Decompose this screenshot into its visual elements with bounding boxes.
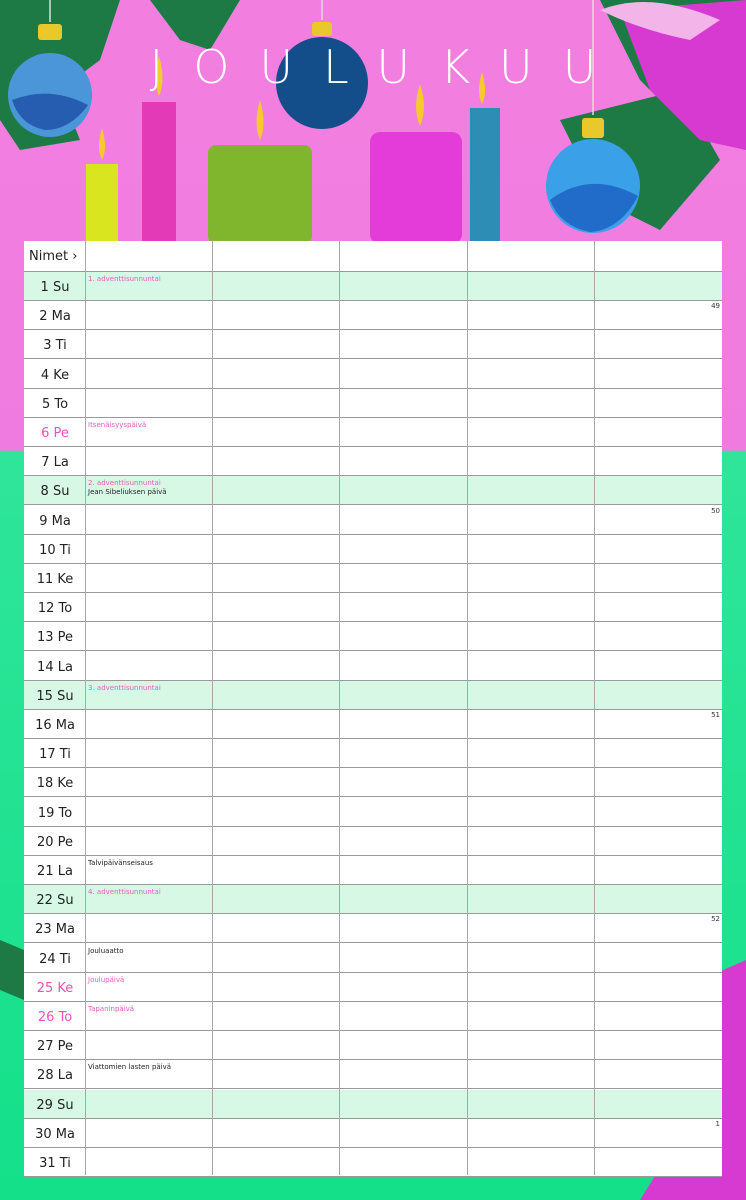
day-label: 6 Pe <box>41 426 69 441</box>
day-label: 23 Ma <box>35 922 75 938</box>
day-notes <box>88 859 153 868</box>
day-row[interactable] <box>24 739 722 768</box>
day-label: 28 La <box>37 1068 73 1084</box>
day-row[interactable] <box>24 301 722 330</box>
names-header-row <box>24 241 722 272</box>
day-label: 31 Ti <box>39 1156 71 1171</box>
holiday-note: 3. adventtisunnuntai <box>88 683 161 692</box>
day-label: 16 Ma <box>35 718 75 733</box>
day-row[interactable] <box>24 564 722 593</box>
day-row[interactable] <box>24 1148 722 1177</box>
day-row[interactable] <box>24 1119 722 1148</box>
day-row[interactable] <box>24 622 722 651</box>
day-row[interactable] <box>24 476 722 505</box>
day-row[interactable] <box>24 827 722 856</box>
day-notes <box>88 275 161 284</box>
day-label: 11 Ke <box>36 572 74 587</box>
week-number: 50 <box>711 506 720 515</box>
day-label: 2 Ma <box>39 309 71 325</box>
day-label: 14 La <box>37 659 73 675</box>
column-divider <box>339 241 340 1175</box>
day-row[interactable] <box>24 1090 722 1119</box>
day-row[interactable] <box>24 389 722 418</box>
day-label: 30 Ma <box>35 1126 75 1142</box>
day-row[interactable] <box>24 506 722 535</box>
day-label: 19 To <box>37 805 73 821</box>
day-row[interactable] <box>24 360 722 389</box>
day-label: 21 La <box>37 864 73 879</box>
day-label: 7 La <box>41 455 69 471</box>
day-notes <box>88 684 161 693</box>
day-row[interactable] <box>24 914 722 943</box>
day-row[interactable] <box>24 1031 722 1060</box>
day-label: 5 To <box>41 396 69 412</box>
month-title: JOULUKUU <box>149 40 627 94</box>
day-label: 22 Su <box>36 893 74 909</box>
column-divider <box>85 241 86 1175</box>
day-label: 29 Su <box>36 1097 74 1113</box>
day-row[interactable] <box>24 418 722 447</box>
christmas-decoration-art <box>0 0 746 260</box>
holiday-note: Talvipäivänseisaus <box>88 859 153 867</box>
day-label: 4 Ke <box>40 367 70 383</box>
day-label: 3 Ti <box>43 338 67 354</box>
day-label: 12 To <box>37 601 73 617</box>
day-label: 26 To <box>37 1010 73 1025</box>
day-label: 15 Su <box>36 688 74 704</box>
day-label: 27 Pe <box>36 1039 74 1055</box>
holiday-note: Itsenäisyyspäivä <box>88 421 147 429</box>
day-row[interactable] <box>24 593 722 622</box>
week-number: 52 <box>711 915 720 924</box>
day-notes <box>88 1005 134 1014</box>
day-row[interactable] <box>24 272 722 301</box>
day-notes <box>88 888 161 897</box>
day-notes <box>88 976 124 985</box>
day-row[interactable] <box>24 710 722 739</box>
day-label: 20 Pe <box>36 834 74 850</box>
day-label: 25 Ke <box>36 980 74 996</box>
day-row[interactable] <box>24 447 722 476</box>
holiday-note: Viattomien lasten päivä <box>88 1063 172 1072</box>
holiday-note: Jouluaatto <box>88 946 124 955</box>
holiday-note: Tapaninpäivä <box>88 1005 135 1013</box>
holiday-note: 4. adventtisunnuntai <box>88 888 161 897</box>
day-row[interactable] <box>24 535 722 564</box>
day-label: 10 Ti <box>39 542 71 558</box>
week-number: 1 <box>715 1119 720 1128</box>
column-divider <box>467 241 468 1175</box>
day-label: 1 Su <box>40 280 70 295</box>
day-row[interactable] <box>24 1060 722 1089</box>
calendar-grid <box>24 241 722 1175</box>
day-label: 13 Pe <box>36 630 74 646</box>
day-row[interactable] <box>24 1002 722 1031</box>
day-row[interactable] <box>24 944 722 973</box>
day-notes <box>88 947 124 956</box>
holiday-note: 2. adventtisunnuntai <box>88 479 161 488</box>
holiday-note: Jean Sibeliuksen päivä <box>88 488 167 497</box>
day-row[interactable] <box>24 768 722 797</box>
holiday-note: 1. adventtisunnuntai <box>88 275 161 283</box>
day-row[interactable] <box>24 973 722 1002</box>
day-label: 9 Ma <box>39 513 71 529</box>
day-row[interactable] <box>24 330 722 359</box>
day-label: 18 Ke <box>36 776 74 792</box>
day-label: 8 Su <box>40 484 70 500</box>
holiday-note: Joulupäivä <box>88 975 125 984</box>
names-label: Nimet › <box>29 249 78 264</box>
day-row[interactable] <box>24 798 722 827</box>
day-notes <box>88 479 167 497</box>
day-label: 24 Ti <box>39 951 71 967</box>
day-notes <box>88 1063 171 1072</box>
day-row[interactable] <box>24 681 722 710</box>
column-divider <box>594 241 595 1175</box>
day-row[interactable] <box>24 652 722 681</box>
day-label: 17 Ti <box>39 747 71 763</box>
week-number: 49 <box>711 302 720 311</box>
week-number: 51 <box>711 711 720 719</box>
day-row[interactable] <box>24 885 722 914</box>
day-notes <box>88 421 146 430</box>
day-row[interactable] <box>24 856 722 885</box>
column-divider <box>212 241 213 1175</box>
